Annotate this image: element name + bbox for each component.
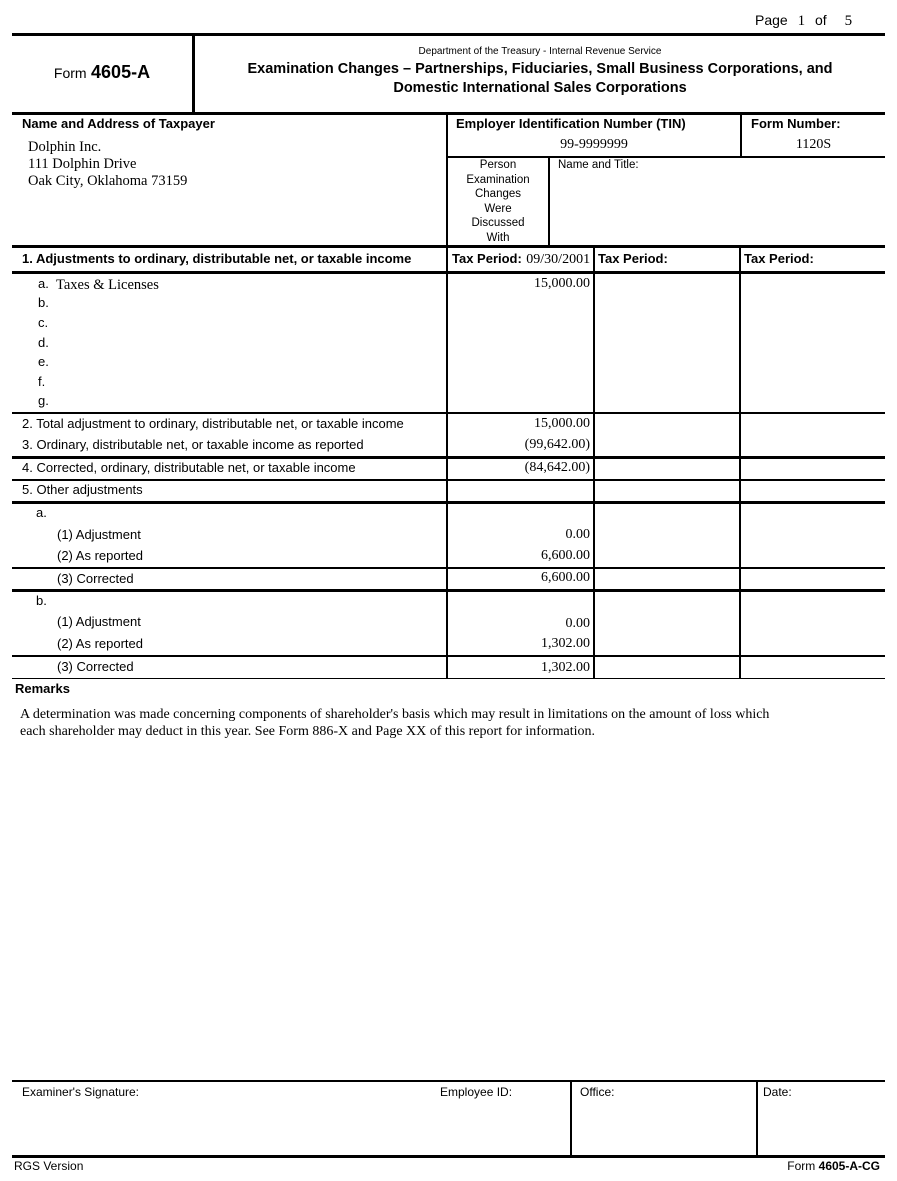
rule-section1-top [12, 245, 885, 248]
rule-line5a-top [12, 501, 885, 504]
person-label-line: Person [479, 159, 517, 171]
other-adjustment-a-reported: 6,600.00 [541, 548, 590, 563]
tax-period-1-label: Tax Period: [452, 251, 522, 266]
footer-form-number: 4605-A-CG [818, 1159, 880, 1173]
adjustment-item-c: c. [38, 315, 49, 330]
line3-label: 3. Ordinary, distributable net, or taxable income as reported [22, 437, 364, 452]
line4-amount: (84,642.00) [524, 460, 590, 475]
rule-line5b-top [12, 589, 885, 592]
other-adjustment-a-adjustment-label: (1) Adjustment [57, 527, 141, 542]
taxpayer-address2: Oak City, Oklahoma 73159 [28, 173, 188, 189]
rule-signature-office-left [570, 1081, 572, 1156]
line4-label: 4. Corrected, ordinary, distributable net, or taxable income [22, 460, 356, 475]
office-label: Office: [580, 1085, 615, 1099]
tax-period-2-label: Tax Period: [598, 251, 668, 266]
item-letter: a. [38, 276, 49, 291]
employee-id-label: Employee ID: [440, 1085, 513, 1099]
name-title-label: Name and Title: [558, 159, 639, 171]
person-label-line: Were [484, 202, 512, 215]
person-label-line: Examination [466, 173, 530, 186]
department-label: Department of the Treasury - Internal Revenue Service [418, 46, 662, 57]
tax-period-1-value: 09/30/2001 [526, 252, 591, 267]
line2-amount: 15,000.00 [534, 416, 590, 431]
page-indicator [755, 12, 852, 30]
other-adjustment-b-adjustment: 0.00 [565, 616, 590, 631]
total-pages: 5 [844, 13, 853, 29]
of-label: of [814, 12, 827, 28]
tax-period-3-label: Tax Period: [744, 251, 814, 266]
tax-period-1 [452, 250, 590, 268]
line5-label: 5. Other adjustments [22, 482, 143, 497]
form-number-title: 4605-A [91, 62, 151, 82]
footer-form-id [787, 1159, 880, 1173]
rule-signature-date-left [756, 1081, 758, 1156]
form-title-line1: Examination Changes – Partnerships, Fiduciaries, Small Business Corporations, and [247, 61, 833, 77]
adjustment-item-g: g. [38, 393, 49, 408]
form-title-line2: Domestic International Sales Corporations [393, 80, 687, 96]
taxpayer-name: Dolphin Inc. [28, 139, 102, 155]
form-number-label: Form Number: [751, 116, 841, 131]
adjustment-item-f: f. [38, 374, 46, 389]
section1-heading: 1. Adjustments to ordinary, distributable net, or taxable income [22, 251, 412, 266]
adjustment-item-e: e. [38, 354, 49, 369]
item-description: Taxes & Licenses [56, 277, 159, 293]
form-prefix: Form [53, 65, 87, 81]
adjustment-item-b: b. [38, 295, 49, 310]
office-field[interactable] [576, 1100, 752, 1152]
rule-line4-top [12, 456, 885, 459]
rule-5b-corrected-top [12, 655, 885, 657]
line3-amount: (99,642.00) [524, 437, 590, 452]
examiner-signature-field[interactable] [14, 1100, 434, 1152]
person-discussed-label [448, 158, 548, 246]
adjustment-item-d: d. [38, 335, 49, 350]
other-adjustment-a-letter: a. [36, 505, 47, 520]
rule-header-bottom [12, 112, 885, 115]
taxpayer-address1: 111 Dolphin Drive [28, 156, 137, 172]
examiner-signature-label: Examiner's Signature: [22, 1085, 140, 1099]
rule-table-bottom [12, 678, 885, 679]
person-label-line: Changes [474, 188, 522, 201]
other-adjustment-a-corrected-label: (3) Corrected [57, 571, 134, 586]
line2-label: 2. Total adjustment to ordinary, distributable net, or taxable income [22, 416, 404, 431]
other-adjustment-a-adjustment: 0.00 [565, 527, 590, 542]
employee-id-field[interactable] [440, 1100, 566, 1152]
footer-version: RGS Version [14, 1159, 84, 1173]
ein-label: Employer Identification Number (TIN) [456, 116, 686, 131]
other-adjustment-b-corrected-label: (3) Corrected [57, 659, 134, 674]
remarks-line2: each shareholder may deduct in this year. See Form 886-X and Page XX of this report for information. [20, 724, 596, 739]
person-label-line: Discussed [471, 217, 525, 230]
other-adjustment-a-corrected: 6,600.00 [541, 570, 590, 585]
ein-value: 99-9999999 [560, 137, 628, 152]
form-id [12, 62, 192, 83]
rule-line2-top [12, 412, 885, 414]
rule-col2-left [593, 247, 595, 679]
date-field[interactable] [762, 1100, 882, 1152]
page-label: Page [755, 12, 788, 28]
rule-5a-corrected-top [12, 567, 885, 569]
rule-person-divider [548, 157, 550, 246]
other-adjustment-b-letter: b. [36, 593, 47, 608]
remarks-line1: A determination was made concerning components of shareholder's basis which may result in limitations on the amount of loss which [20, 707, 770, 722]
rule-signature-bottom [12, 1155, 885, 1158]
page-number: 1 [797, 13, 806, 29]
other-adjustment-a-reported-label: (2) As reported [57, 548, 143, 563]
rule-section1-items-top [12, 271, 885, 274]
other-adjustment-b-adjustment-label: (1) Adjustment [57, 614, 141, 629]
other-adjustment-b-corrected: 1,302.00 [541, 660, 590, 675]
item-amount: 15,000.00 [534, 276, 590, 291]
other-adjustment-b-reported: 1,302.00 [541, 636, 590, 651]
footer-form-prefix: Form [787, 1159, 816, 1173]
taxpayer-label: Name and Address of Taxpayer [22, 116, 215, 131]
other-adjustment-b-reported-label: (2) As reported [57, 636, 143, 651]
remarks-label: Remarks [15, 681, 70, 696]
name-title-field[interactable] [552, 175, 882, 243]
rule-col3-left [739, 247, 741, 679]
rule-signature-top [12, 1080, 885, 1082]
form-number-value: 1120S [795, 137, 832, 152]
rule-top [12, 33, 885, 36]
rule-line5-top [12, 479, 885, 481]
date-label: Date: [763, 1085, 792, 1099]
person-label-line: With [486, 231, 510, 244]
